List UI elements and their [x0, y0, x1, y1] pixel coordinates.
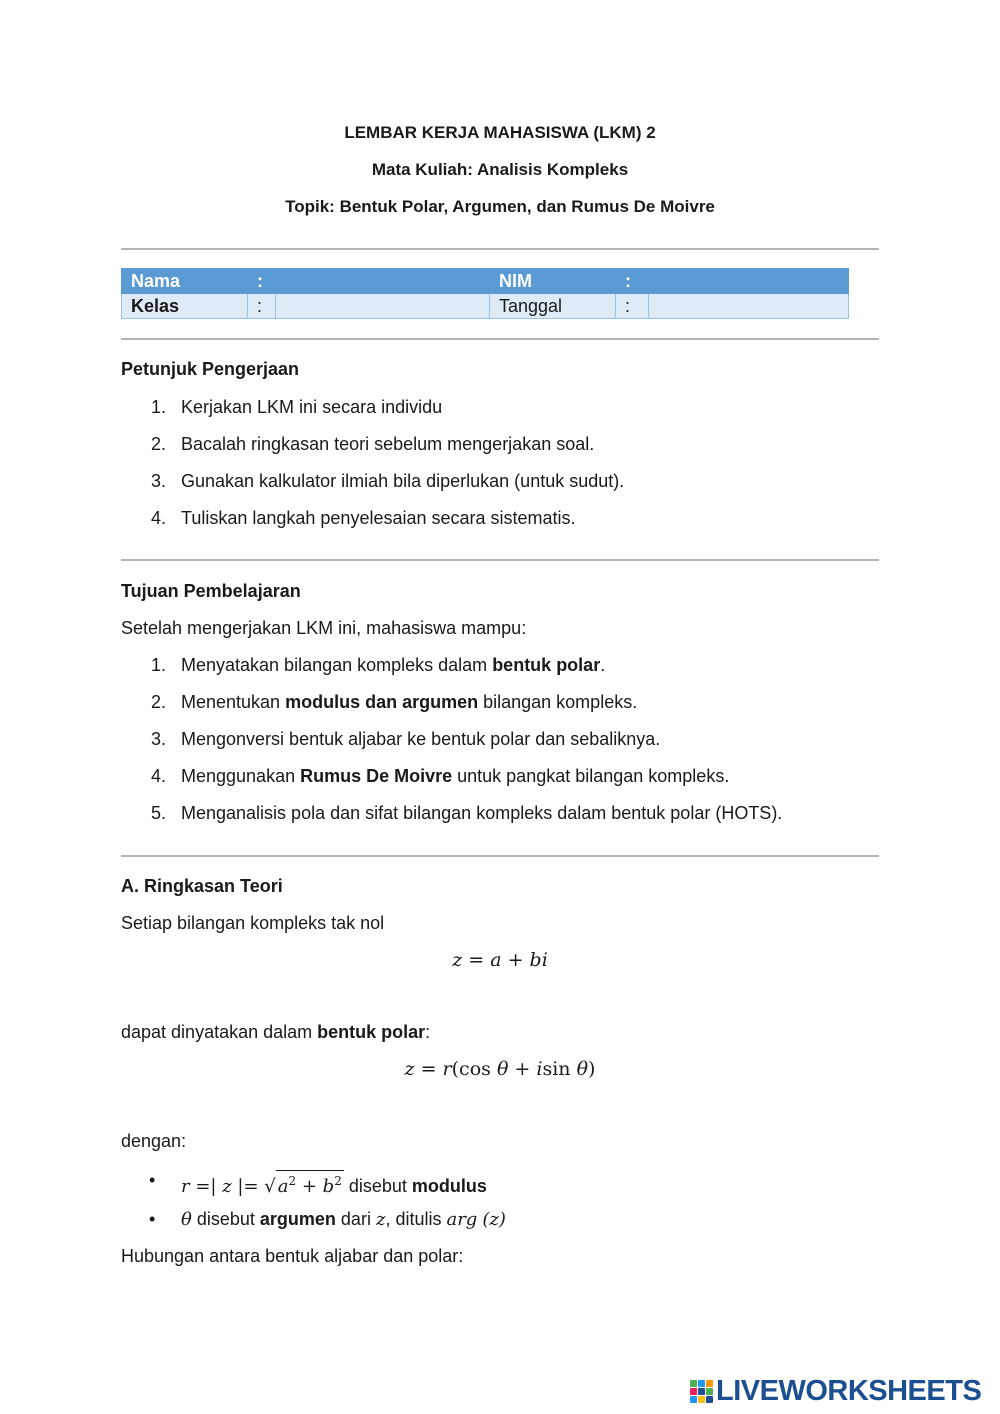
liveworksheets-logo-text: LIVEWORKSHEETS: [716, 1374, 982, 1407]
tujuan-intro: Setelah mengerjakan LKM ini, mahasiswa mampu:: [121, 618, 527, 638]
argumen-bullet: • θ disebut argumen dari z, ditulis arg (z): [149, 1209, 506, 1230]
course-name: Mata Kuliah: Analisis Kompleks: [371, 160, 629, 179]
identity-row-2: [122, 294, 849, 319]
kelas-label: Kelas: [122, 294, 248, 319]
list-item: 3. Mengonversi bentuk aljabar ke bentuk polar dan sebaliknya.: [151, 729, 661, 749]
petunjuk-list: [121, 396, 624, 544]
kelas-colon: :: [248, 294, 276, 319]
petunjuk-heading: Petunjuk Pengerjaan: [121, 359, 300, 379]
nim-label: NIM: [490, 269, 616, 294]
tanggal-field[interactable]: [649, 294, 849, 319]
list-item: 1. Kerjakan LKM ini secara individu: [151, 397, 443, 417]
nim-colon: :: [616, 269, 649, 294]
equation-algebraic: z = a + bi: [452, 949, 548, 971]
divider: [121, 248, 879, 250]
nama-label: Nama: [122, 269, 248, 294]
kelas-field[interactable]: [276, 294, 490, 319]
topic-title: Topik: Bentuk Polar, Argumen, dan Rumus De Moivre: [285, 197, 715, 216]
liveworksheets-logo-icon: [690, 1380, 712, 1402]
liveworksheets-logo: [690, 1374, 981, 1408]
equation-polar: z = r(cos θ + isin θ): [404, 1058, 596, 1080]
modulus-bullet: • r =| z |= √ $a^2 + b^2$ disebut modulus: [149, 1170, 487, 1197]
document-title: LEMBAR KERJA MAHASISWA (LKM) 2: [344, 123, 656, 142]
divider: [121, 559, 879, 561]
list-item: 1. Menyatakan bilangan kompleks dalam bentuk polar.: [151, 655, 606, 675]
tujuan-list: [121, 654, 782, 839]
divider: [121, 855, 879, 857]
list-item: 5. Menganalisis pola dan sifat bilangan kompleks dalam bentuk polar (HOTS).: [151, 803, 783, 823]
nim-field[interactable]: [649, 269, 849, 294]
list-item: 3. Gunakan kalkulator ilmiah bila diperlukan (untuk sudut).: [151, 471, 625, 491]
list-item: 2. Menentukan modulus dan argumen bilangan kompleks.: [151, 692, 638, 712]
identity-row-1: [122, 269, 849, 294]
teori-heading: A. Ringkasan Teori: [121, 876, 283, 896]
identity-table: [121, 268, 849, 319]
list-item: 4. Menggunakan Rumus De Moivre untuk pangkat bilangan kompleks.: [151, 766, 730, 786]
teori-intro: Setiap bilangan kompleks tak nol: [121, 913, 385, 933]
list-item: 4. Tuliskan langkah penyelesaian secara sistematis.: [151, 508, 576, 528]
tanggal-label: Tanggal: [490, 294, 616, 319]
nama-colon: :: [248, 269, 276, 294]
tujuan-heading: Tujuan Pembelajaran: [121, 581, 301, 601]
nama-field[interactable]: [276, 269, 490, 294]
dengan-label: dengan:: [121, 1131, 187, 1151]
hubungan-text: Hubungan antara bentuk aljabar dan polar:: [121, 1246, 464, 1266]
polar-intro: dapat dinyatakan dalam bentuk polar:: [121, 1022, 431, 1042]
divider: [121, 338, 879, 340]
list-item: 2. Bacalah ringkasan teori sebelum mengerjakan soal.: [151, 434, 595, 454]
tanggal-colon: :: [616, 294, 649, 319]
